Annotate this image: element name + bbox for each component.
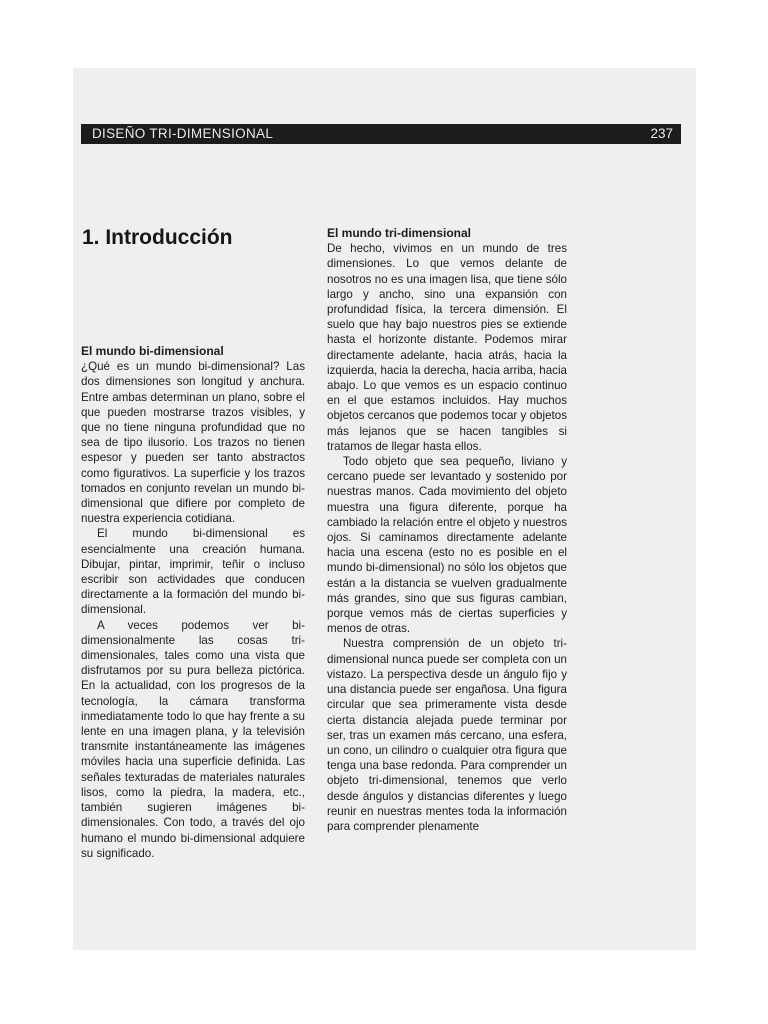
left-paragraph-1: ¿Qué es un mundo bi-dimensional? Las dos dimensiones son longitud y anchura. Entre ambas determinan un plano, sobre el que pueden mostrarse trazos visibles, y que no tiene ninguna profundidad que no sea de tipo ilusorio. Los trazos no tienen espesor y pueden ser tanto abstractos como figurativos. La superficie y los trazos tomados en conjunto revelan un mundo bi-dimensional que difiere por completo de nuestra experiencia cotidiana. <box>81 360 305 526</box>
section-heading: 1. Introducción <box>82 226 233 249</box>
left-paragraph-3: A veces podemos ver bi-dimensionalmente las cosas tri-dimensionales, tales como una vista que disfrutamos por su pura belleza pictórica. En la actualidad, con los progresos de la tecnología, la cámara transforma inmediatamente todo lo que hay frente a su lente en una imagen plana, y la televisión transmite instantáneamente las imágenes móviles hacia una superficie definida. Las señales texturadas de materiales naturales lisos, como la piedra, la madera, etc., también sugieren imágenes bi-dimensionales. Con todo, a través del ojo humano el mundo bi-dimensional adquiere su significado. <box>81 618 305 860</box>
left-subheading: El mundo bi-dimensional <box>81 344 224 358</box>
right-paragraph-2: Todo objeto que sea pequeño, liviano y cercano puede ser levantado y sostenido por nuestras manos. Cada movimiento del objeto muestra una figura diferente, porque ha cambiado la relación entre el objeto y nuestros ojos. Si caminamos directamente adelante hacia una escena (esto no es posible en el mundo bi-dimensional) no sólo los objetos que están a la distancia se vuelven gradualmente más grandes, sino que sus figuras cambian, porque vemos más de ciertas superficies y menos de otras. <box>327 455 567 636</box>
right-paragraph-1: De hecho, vivimos en un mundo de tres dimensiones. Lo que vemos delante de nosotros no es una imagen lisa, que tiene sólo largo y ancho, sino una expansión con profundidad física, la tercera dimensión. El suelo que hay bajo nuestros pies se extiende hasta el horizonte distante. Podemos mirar directamente adelante, hacia atrás, hacia la izquierda, hacia la derecha, hacia arriba, hacia abajo. Lo que vemos es un espacio continuo en el que estamos incluidos. Hay muchos objetos cercanos que podemos tocar y objetos más lejanos que se hacen tangibles si tratamos de llegar hasta ellos. <box>327 242 567 453</box>
running-title: DISEÑO TRI-DIMENSIONAL <box>92 126 274 141</box>
page-number: 237 <box>650 126 673 141</box>
right-paragraph-3: Nuestra comprensión de un objeto tri-dimensional nunca puede ser completa con un vistazo. La perspectiva desde un ángulo fijo y una distancia puede ser engañosa. Una figura circular que sea primeramente vista desde cierta distancia alejada puede terminar por ser, tras un examen más cercano, una esfera, un cono, un cilindro o cualquier otra figura que tenga una base redonda. Para comprender un objeto tri-dimensional, tenemos que verlo desde ángulos y distancias diferentes y luego reunir en nuestras mentes toda la información para comprender plenamente <box>327 637 567 833</box>
right-subheading: El mundo tri-dimensional <box>327 226 472 240</box>
left-column <box>81 344 305 861</box>
scanned-page <box>73 68 696 950</box>
left-paragraph-2: El mundo bi-dimensional es esencialmente una creación humana. Dibujar, pintar, imprimir, teñir o incluso escribir son actividades que conducen directamente a la formación del mundo bi-dimensional. <box>81 527 305 617</box>
right-column <box>327 226 567 834</box>
running-header <box>81 124 681 144</box>
